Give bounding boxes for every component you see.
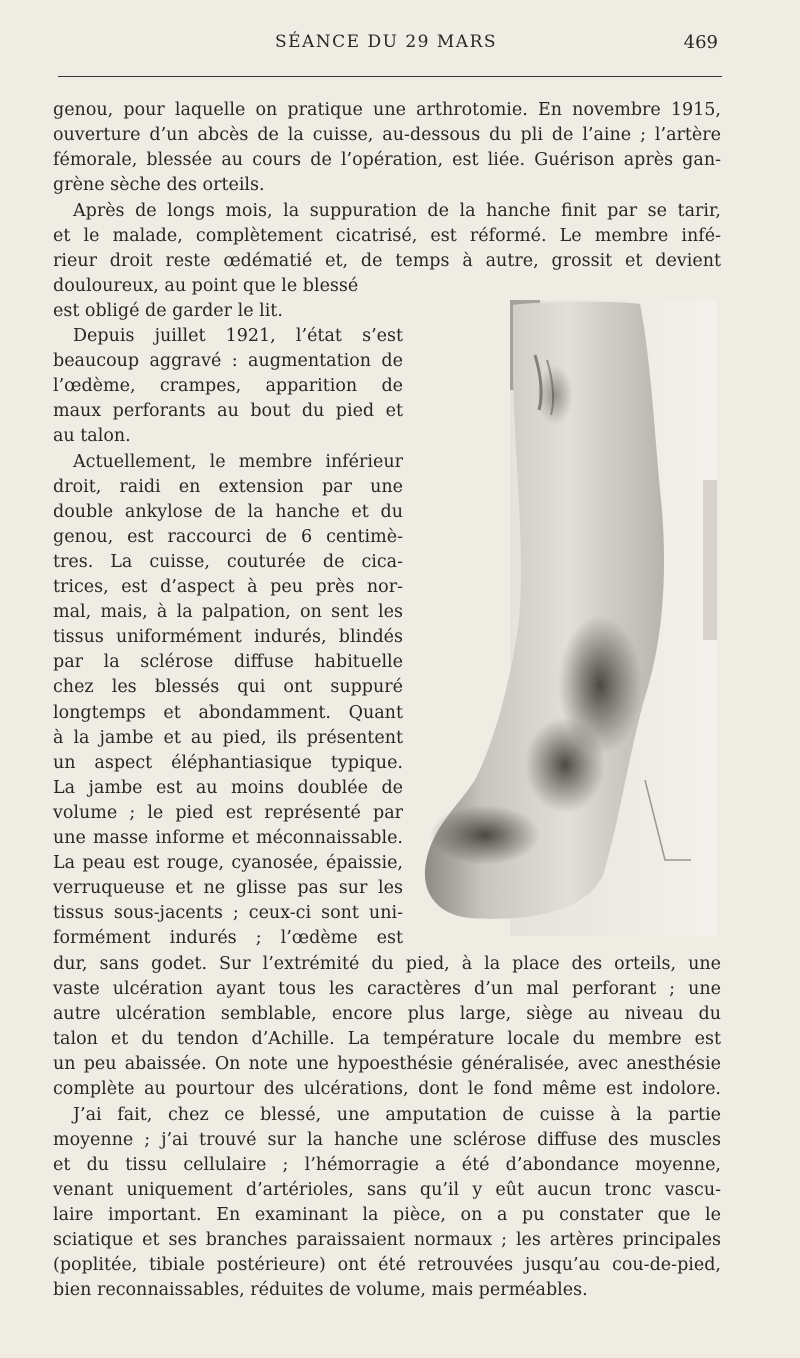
text-line: Depuis juillet 1921, l’état s’est	[73, 326, 403, 346]
text-line: un aspect éléphantiasique typique.	[53, 753, 403, 773]
text-line: Après de longs mois, la suppuration de la hanche finit par se tarir,	[73, 201, 721, 221]
text-line: longtemps et abondamment. Quant	[53, 703, 403, 723]
text-line: tissus uniformément indurés, blindés	[53, 627, 403, 647]
text-line: autre ulcération semblable, encore plus large, siège au niveau du	[53, 1004, 721, 1024]
text-line: est obligé de garder le lit.	[53, 301, 283, 321]
text-line: beaucoup aggravé : augmentation de	[53, 351, 403, 371]
text-line: bien reconnaissables, réduites de volume, mais perméables.	[53, 1280, 588, 1300]
text-line: à la jambe et au pied, ils présentent	[53, 728, 403, 748]
text-line: l’œdème, crampes, apparition de	[53, 376, 403, 396]
text-line: double ankylose de la hanche et du	[53, 502, 403, 522]
text-line: complète au pourtour des ulcérations, dont le fond même est indolore.	[53, 1079, 721, 1099]
leg-photograph	[415, 300, 717, 936]
text-line: et le malade, complètement cicatrisé, est réformé. Le membre infé-	[53, 226, 721, 246]
session-title: SÉANCE DU 29 MARS	[274, 32, 498, 52]
text-line: (poplitée, tibiale postérieure) ont été retrouvées jusqu’au cou-de-pied,	[53, 1255, 721, 1275]
text-line: grène sèche des orteils.	[53, 175, 265, 195]
text-line: chez les blessés qui ont suppuré	[53, 677, 403, 697]
page-number: 469	[683, 32, 718, 53]
text-line: moyenne ; j’ai trouvé sur la hanche une sclérose diffuse des muscles	[53, 1130, 721, 1150]
text-line: trices, est d’aspect à peu près nor-	[53, 577, 403, 597]
text-line: talon et du tendon d’Achille. La température locale du membre est	[53, 1029, 721, 1049]
text-line: tissus sous-jacents ; ceux-ci sont uni-	[53, 903, 403, 923]
text-line: volume ; le pied est représenté par	[53, 803, 403, 823]
text-line: verruqueuse et ne glisse pas sur les	[53, 878, 403, 898]
text-line: douloureux, au point que le blessé	[53, 276, 359, 296]
text-line: venant uniquement d’artérioles, sans qu’il y eût aucun tronc vascu-	[53, 1180, 721, 1200]
running-head	[52, 30, 720, 60]
text-line: tres. La cuisse, couturée de cica-	[53, 552, 403, 572]
text-line: La jambe est au moins doublée de	[53, 778, 403, 798]
header-rule	[58, 76, 722, 77]
text-line: genou, pour laquelle on pratique une arthrotomie. En novembre 1915,	[53, 100, 721, 120]
text-line: par la sclérose diffuse habituelle	[53, 652, 403, 672]
text-line: un peu abaissée. On note une hypoesthésie généralisée, avec anesthésie	[53, 1054, 721, 1074]
text-line: Actuellement, le membre inférieur	[73, 452, 403, 472]
text-line: laire important. En examinant la pièce, on a pu constater que le	[53, 1205, 721, 1225]
text-line: La peau est rouge, cyanosée, épaissie,	[53, 853, 403, 873]
text-line: genou, est raccourci de 6 centimè-	[53, 527, 403, 547]
text-line: ouverture d’un abcès de la cuisse, au-dessous du pli de l’aine ; l’artère	[53, 125, 721, 145]
text-line: mal, mais, à la palpation, on sent les	[53, 602, 403, 622]
text-line: fémorale, blessée au cours de l’opération, est liée. Guérison après gan-	[53, 150, 721, 170]
text-line: J’ai fait, chez ce blessé, une amputation de cuisse à la partie	[73, 1105, 721, 1125]
text-line: et du tissu cellulaire ; l’hémorragie a été d’abondance moyenne,	[53, 1155, 721, 1175]
text-line: rieur droit reste œdématié et, de temps à autre, grossit et devient	[53, 251, 721, 271]
text-line: une masse informe et méconnaissable.	[53, 828, 403, 848]
text-line: dur, sans godet. Sur l’extrémité du pied, à la place des orteils, une	[53, 954, 721, 974]
text-line: maux perforants au bout du pied et	[53, 401, 403, 421]
text-line: sciatique et ses branches paraissaient normaux ; les artères principales	[53, 1230, 721, 1250]
text-line: droit, raidi en extension par une	[53, 477, 403, 497]
text-line: vaste ulcération ayant tous les caractères d’un mal perforant ; une	[53, 979, 721, 999]
text-line: au talon.	[53, 426, 131, 446]
text-line: formément indurés ; l’œdème est	[53, 928, 403, 948]
